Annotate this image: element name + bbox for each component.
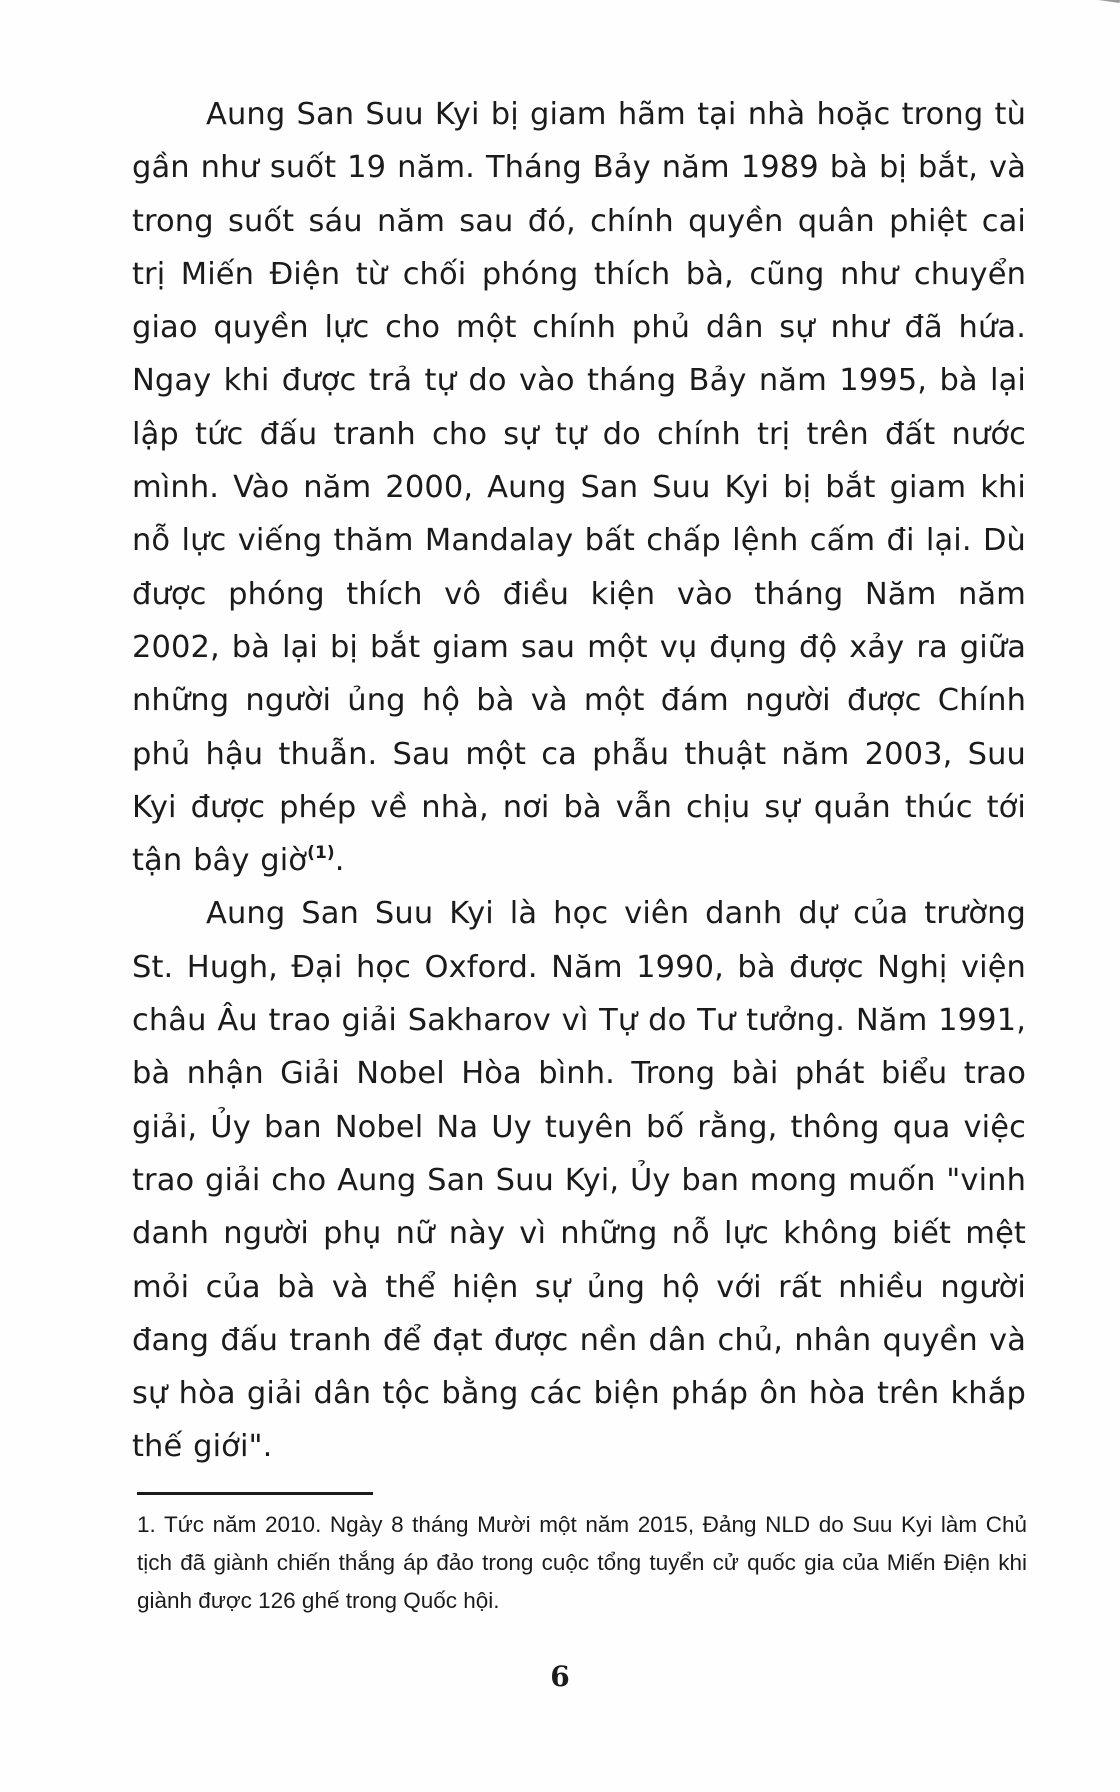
footnote-divider — [137, 1492, 373, 1495]
paragraph-1 — [132, 88, 1026, 887]
paragraph-1-text: Aung San Suu Kyi bị giam hãm tại nhà hoặc trong tù gần như suốt 19 năm. Tháng Bảy năm 1989 bà bị bắt, và trong suốt sáu năm sau đó, chính quyền quân phiệt cai trị Miến Điện từ chối phóng thích bà, cũng như chuyển giao quyền lực cho một chính phủ dân sự như đã hứa. Ngay khi được trả tự do vào tháng Bảy năm 1995, bà lại lập tức đấu tranh cho sự tự do chính trị trên đất nước mình. Vào năm 2000, Aung San Suu Kyi bị bắt giam khi nỗ lực viếng thăm Mandalay bất chấp lệnh cấm đi lại. Dù được phóng thích vô điều kiện vào tháng Năm năm 2002, bà lại bị bắt giam sau một vụ đụng độ xảy ra giữa những người ủng hộ bà và một đám người được Chính phủ hậu thuẫn. Sau một ca phẫu thuật năm 2003, Suu Kyi được phép về nhà, nơi bà vẫn chịu sự quản thúc tới tận bây giờ — [132, 97, 1026, 879]
paragraph-2: Aung San Suu Kyi là học viên danh dự của trường St. Hugh, Đại học Oxford. Năm 1990, bà được Nghị viện châu Âu trao giải Sakharov vì Tự do Tư tưởng. Năm 1991, bà nhận Giải Nobel Hòa bình. Trong bài phát biểu trao giải, Ủy ban Nobel Na Uy tuyên bố rằng, thông qua việc trao giải cho Aung San Suu Kyi, Ủy ban mong muốn "vinh danh người phụ nữ này vì những nỗ lực không biết mệt mỏi của bà và thể hiện sự ủng hộ với rất nhiều người đang đấu tranh để đạt được nền dân chủ, nhân quyền và sự hòa giải dân tộc bằng các biện pháp ôn hòa trên khắp thế giới". — [132, 896, 1027, 1465]
scan-edge-mark — [1079, 0, 1120, 13]
paragraph-1-period: . — [334, 843, 345, 879]
footnote-text: 1. Tức năm 2010. Ngày 8 tháng Mười một năm 2015, Đảng NLD do Suu Kyi làm Chủ tịch đã giành chiến thắng áp đảo trong cuộc tổng tuyển cử quốc gia của Miến Điện khi giành được 126 ghế trong Quốc hội. — [137, 1512, 1027, 1613]
footnote-reference[interactable]: (1) — [307, 843, 335, 864]
page-number: 6 — [550, 1660, 570, 1693]
main-text — [132, 88, 1026, 1474]
